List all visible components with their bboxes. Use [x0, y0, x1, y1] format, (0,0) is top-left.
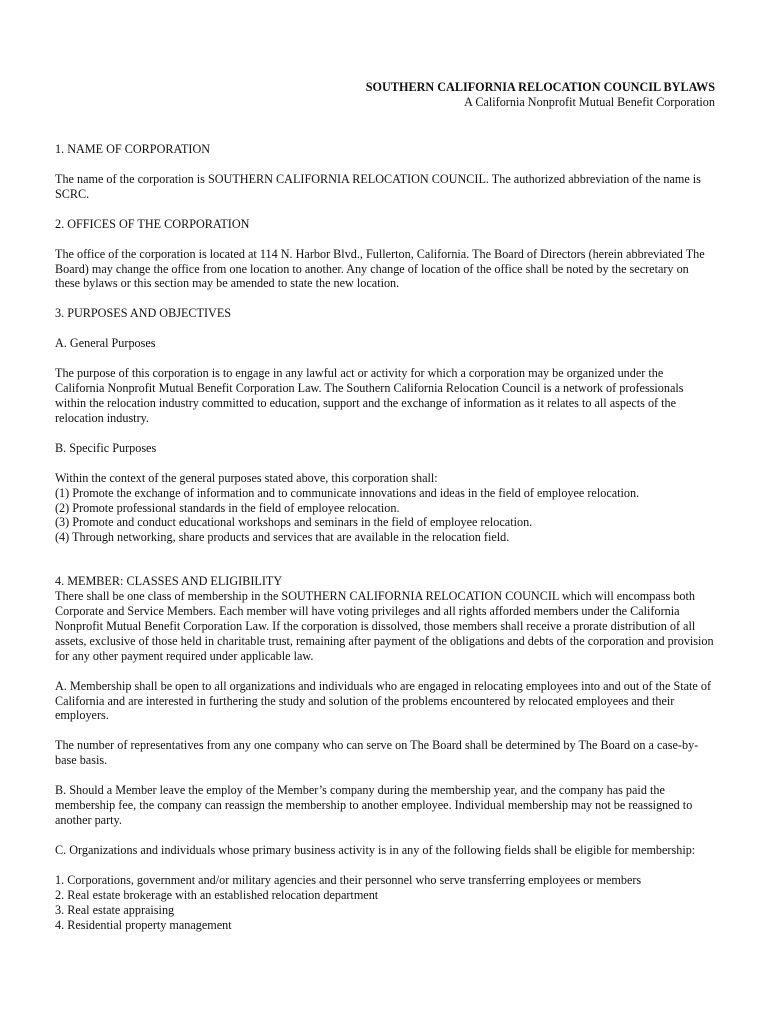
list-item: 1. Corporations, government and/or military agencies and their personnel who serve transferring employees or members	[55, 872, 642, 887]
section-3a-text: The purpose of this corporation is to engage in any lawful act or activity for which a corporation may be organized under the California Nonprofit Mutual Benefit Corporation Law. The Southern California Relocation Council is a network of professionals within the relocation industry committed to education, support and the exchange of information as it relates to all aspects of the relocation industry.	[55, 366, 684, 425]
list-item: (3) Promote and conduct educational workshops and seminars in the field of employee relocation.	[55, 515, 533, 530]
section-3b-intro: Within the context of the general purposes stated above, this corporation shall:	[55, 470, 438, 485]
section-1-heading: 1. NAME OF CORPORATION	[55, 142, 211, 156]
document-body	[55, 142, 715, 932]
section-3-heading: 3. PURPOSES AND OBJECTIVES	[55, 306, 232, 321]
list-item: (2) Promote professional standards in the field of employee relocation.	[55, 500, 400, 515]
section-4-representatives-text: The number of representatives from any one company who can serve on The Board shall be determined by The Board on a case-by-base basis.	[55, 738, 699, 768]
section-4c-text: C. Organizations and individuals whose primary business activity is in any of the following fields shall be eligible for membership:	[55, 842, 696, 857]
section-3b-heading: B. Specific Purposes	[55, 440, 157, 455]
list-item: 2. Real estate brokerage with an established relocation department	[55, 887, 379, 902]
section-4b-text: B. Should a Member leave the employ of the Member’s company during the membership year, and the company has paid the membership fee, the company can reassign the membership to another employee. Individual membership may not be reassigned to another party.	[55, 783, 693, 827]
document-title: SOUTHERN CALIFORNIA RELOCATION COUNCIL BYLAWS	[365, 80, 715, 94]
document-subtitle: A California Nonprofit Mutual Benefit Corporation	[464, 94, 715, 109]
section-1-text: The name of the corporation is SOUTHERN CALIFORNIA RELOCATION COUNCIL. The authorized abbreviation of the name is SCRC.	[55, 171, 701, 201]
section-2-heading: 2. OFFICES OF THE CORPORATION	[55, 216, 250, 231]
list-item: (1) Promote the exchange of information and to communicate innovations and ideas in the field of employee relocation.	[55, 485, 640, 500]
section-2-text: The office of the corporation is located at 114 N. Harbor Blvd., Fullerton, California. The Board of Directors (herein abbreviated The Board) may change the office from one location to another. Any change of location of the office shall be noted by the secretary on these bylaws or this section may be amended to state the new location.	[55, 246, 705, 291]
section-4-heading: 4. MEMBER: CLASSES AND ELIGIBILITY	[55, 574, 283, 589]
list-item: 4. Residential property management	[55, 917, 232, 932]
list-item: 3. Real estate appraising	[55, 902, 175, 917]
section-3a-heading: A. General Purposes	[55, 336, 156, 351]
title-block	[366, 80, 715, 110]
section-4-text: There shall be one class of membership in the SOUTHERN CALIFORNIA RELOCATION COUNCIL which will encompass both Corporate and Service Members. Each member will have voting privileges and all rights afforded members under the California Nonprofit Mutual Benefit Corporation Law. If the corporation is dissolved, those members shall receive a prorate distribution of all assets, exclusive of those held in charitable trust, remaining after payment of the obligations and debts of the corporation and provision for any other payment required under applicable law.	[55, 589, 714, 663]
section-4a-text: A. Membership shall be open to all organizations and individuals who are engaged in relocating employees into and out of the State of California and are interested in furthering the study and solution of the problems encountered by relocated employees and their employers.	[55, 678, 712, 723]
list-item: (4) Through networking, share products and services that are available in the relocation field.	[55, 530, 510, 545]
